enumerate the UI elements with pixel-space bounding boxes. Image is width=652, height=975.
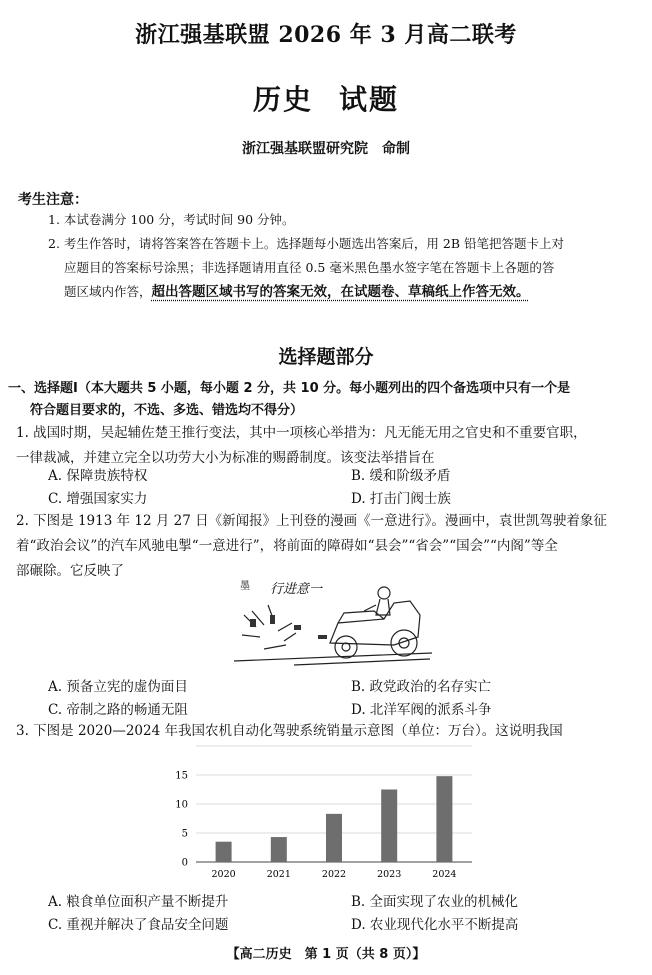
question-1-option-b[interactable]: B. 缓和阶级矛盾 — [351, 468, 451, 484]
sales-bar-chart — [160, 740, 480, 880]
page-footer: 【高二历史 第 1 页（共 8 页）】 — [226, 947, 426, 962]
part-line-2: 符合题目要求的，不选、多选、错选均不得分） — [30, 403, 304, 418]
chart-bar-2021 — [271, 837, 287, 862]
section-title: 选择题部分 — [278, 346, 374, 368]
question-2-option-a[interactable]: A. 预备立宪的虚伪面目 — [48, 679, 188, 695]
chart-y-ticks — [175, 771, 188, 869]
chart-bar-2022 — [326, 814, 342, 862]
notice-heading: 考生注意： — [18, 192, 88, 208]
maker-suffix: 命制 — [382, 141, 410, 157]
cartoon-caption: 行进意一 — [270, 582, 323, 597]
cartoon-illustration — [234, 575, 434, 667]
chart-bar-2024 — [436, 776, 452, 862]
question-2-option-c[interactable]: C. 帝制之路的畅通无阻 — [48, 702, 188, 718]
question-1-line-2: 一律裁减，并建立完全以功劳大小为标准的赐爵制度。该变法举措旨在 — [16, 450, 435, 466]
chart-bars — [216, 776, 453, 862]
question-2-option-d[interactable]: D. 北洋军阀的派系斗争 — [351, 702, 492, 718]
question-2-line-3: 部碾除。它反映了 — [16, 563, 124, 579]
notice-item-2-line-1: 2. 考生作答时，请将答案答在答题卡上。选择题每小题选出答案后，用 2B 铅笔把答题卡上对 — [48, 236, 564, 251]
question-3-options-row-1 — [48, 890, 638, 914]
question-2-line-1: 2. 下图是 1913 年 12 月 27 日《新闻报》上刊登的漫画《一意进行》。漫画中，袁世凯驾驶着象征 — [16, 513, 607, 529]
chart-y-tick-label: 0 — [181, 857, 188, 869]
question-3-option-a[interactable]: A. 粮食单位面积产量不断提升 — [48, 894, 229, 910]
chart-bar-2020 — [216, 842, 232, 862]
part-line-1: 一、选择题Ⅰ（本大题共 5 小题，每小题 2 分，共 10 分。每小题列出的四个备选项中只有一个是 — [8, 381, 571, 396]
subject-right: 试题 — [339, 83, 400, 116]
question-1-options-row-1 — [48, 464, 638, 488]
notice-item-2-line-3 — [18, 280, 638, 304]
maker-line — [0, 138, 652, 158]
notice-item-1: 1. 本试卷满分 100 分，考试时间 90 分钟。 — [48, 212, 295, 227]
chart-x-ticks — [212, 869, 457, 880]
notice-block — [18, 208, 638, 304]
chart-x-tick-label: 2022 — [321, 869, 347, 880]
chart-x-tick-label: 2021 — [266, 869, 291, 880]
chart-bar-2023 — [381, 790, 397, 863]
cartoon-mark: 墨 — [240, 581, 250, 592]
notice-item-2-line-3-plain: 题区域内作答， — [64, 284, 152, 299]
chart-y-tick-label: 15 — [175, 770, 188, 782]
cartoon-drawing — [234, 587, 432, 665]
question-1-option-a[interactable]: A. 保障贵族特权 — [48, 468, 148, 484]
question-1-options-row-2 — [48, 487, 638, 511]
part-instructions — [8, 378, 638, 422]
question-1-line-1: 1. 战国时期，吴起辅佐楚王推行变法，其中一项核心举措为：凡无能无用之官史和不重要官职， — [16, 425, 587, 441]
question-3-line-1: 3. 下图是 2020—2024 年我国农机自动化驾驶系统销量示意图（单位：万台）。这说明我国 — [16, 723, 563, 739]
question-2-option-b[interactable]: B. 政党政治的名存实亡 — [351, 679, 492, 695]
notice-emphasis: 超出答题区域书写的答案无效，在试题卷、草稿纸上作答无效。 — [151, 284, 530, 300]
question-2-line-2: 着“政治会议”的汽车风驰电掣“一意进行”，将前面的障碍如“县会”“省会”“国会”“内阁”等全 — [16, 538, 558, 554]
question-3-option-d[interactable]: D. 农业现代化水平不断提高 — [351, 917, 519, 933]
question-1-option-c[interactable]: C. 增强国家实力 — [48, 491, 148, 507]
question-3-option-c[interactable]: C. 重视并解决了食品安全问题 — [48, 917, 229, 933]
maker-org: 浙江强基联盟研究院 — [242, 141, 368, 157]
chart-y-tick-label: 5 — [181, 828, 188, 840]
chart-y-tick-label: 10 — [175, 799, 188, 811]
question-3-option-b[interactable]: B. 全面实现了农业的机械化 — [351, 894, 519, 910]
subject-left: 历史 — [252, 83, 313, 116]
chart-x-tick-label: 2020 — [211, 869, 236, 880]
chart-x-tick-label: 2023 — [377, 869, 402, 880]
question-3-options-row-2 — [48, 913, 638, 937]
question-2-options-row-1 — [48, 675, 638, 699]
question-2-stem — [16, 509, 636, 584]
cartoon-debris-marks — [250, 615, 327, 639]
question-1-option-d[interactable]: D. 打击门阀士族 — [351, 491, 451, 507]
subject-title — [0, 78, 652, 118]
notice-item-2-line-2: 应题目的答案标号涂黑；非选择题请用直径 0.5 毫米黑色墨水签字笔在答题卡上各题的答 — [64, 260, 555, 275]
chart-x-tick-label: 2024 — [432, 869, 457, 880]
exam-title: 浙江强基联盟 2026 年 3 月高二联考 — [135, 22, 517, 48]
